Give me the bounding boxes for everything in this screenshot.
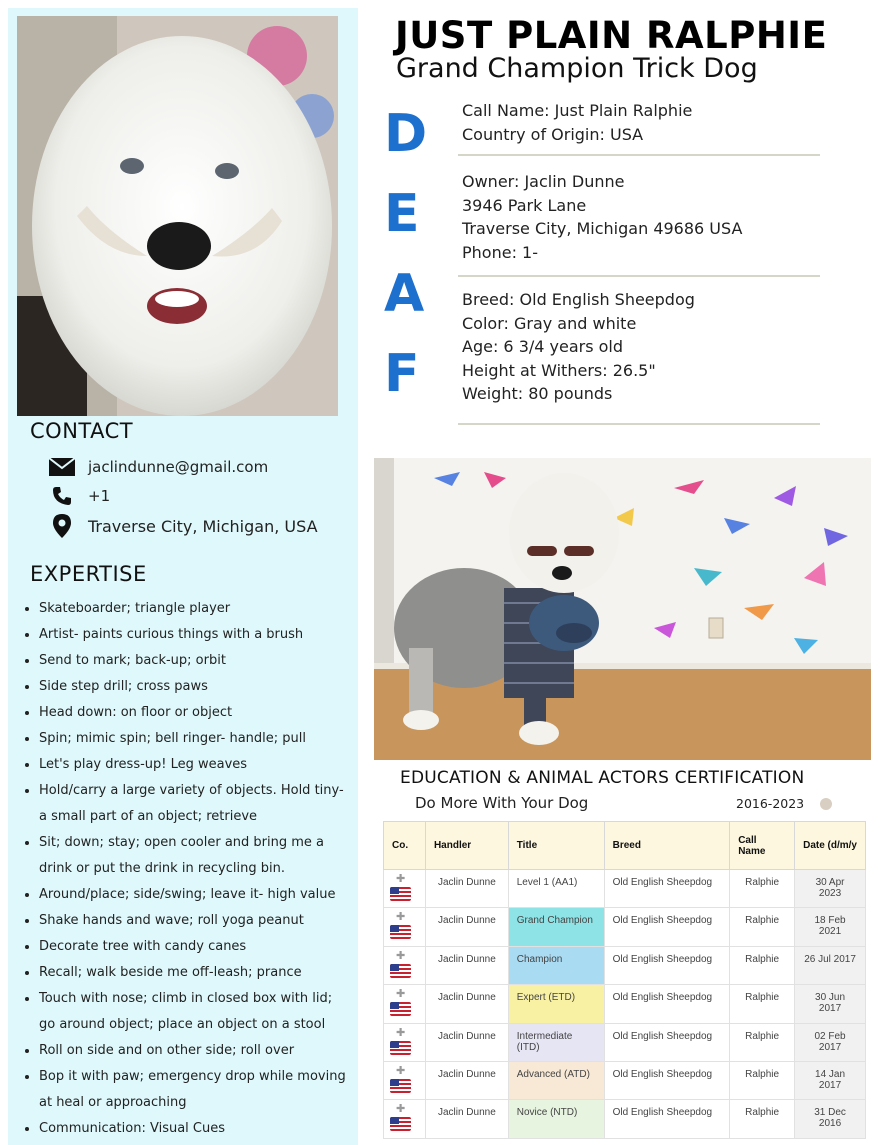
- date-cell: 31 Dec 2016: [795, 1100, 866, 1138]
- expertise-item: Recall; walk beside me off-leash; prance: [22, 960, 352, 986]
- owner-city: Traverse City, Michigan 49686 USA: [462, 219, 743, 238]
- us-flag-icon: [390, 1002, 411, 1016]
- identity-info: [462, 99, 692, 146]
- expertise-item: Spin; mimic spin; bell ringer- handle; pull: [22, 726, 352, 752]
- handler-cell: Jaclin Dunne: [425, 985, 508, 1023]
- expertise-item: Hold/carry a large variety of objects. Hold tiny- a small part of an object; retrieve: [22, 778, 352, 830]
- expertise-item: Artist- paints curious things with a brush: [22, 622, 352, 648]
- us-flag-icon: [390, 964, 411, 978]
- breed-cell: Old English Sheepdog: [604, 1023, 730, 1061]
- plus-icon[interactable]: ✚: [396, 949, 406, 962]
- us-flag-icon: [390, 925, 411, 939]
- contact-location: Traverse City, Michigan, USA: [88, 516, 318, 536]
- contact-phone-row: [48, 485, 110, 507]
- expertise-item: Sit; down; stay; open cooler and bring me a drink or put the drink in recycling bin.: [22, 830, 352, 882]
- contact-heading: CONTACT: [30, 419, 134, 443]
- contact-email-row: [48, 456, 268, 478]
- age: Age: 6 3/4 years old: [462, 337, 624, 356]
- country-cell: [384, 908, 426, 946]
- handler-cell: Jaclin Dunne: [425, 908, 508, 946]
- map-pin-icon: [48, 515, 76, 537]
- call-name-cell: Ralphie: [730, 908, 795, 946]
- us-flag-icon: [390, 1117, 411, 1131]
- left-column: [8, 8, 358, 1145]
- expertise-item: Decorate tree with candy canes: [22, 934, 352, 960]
- envelope-icon: [48, 456, 76, 478]
- title-cell: Novice (NTD): [508, 1100, 604, 1138]
- plus-icon[interactable]: ✚: [396, 873, 406, 885]
- education-years: 2016-2023: [736, 796, 805, 811]
- breed-cell: Old English Sheepdog: [604, 985, 730, 1023]
- column-header-handler[interactable]: Handler: [425, 822, 508, 870]
- plus-icon[interactable]: ✚: [396, 988, 406, 1001]
- owner-phone: Phone: 1-: [462, 242, 538, 262]
- call-name-cell: Ralphie: [730, 1100, 795, 1138]
- country-cell: [384, 1100, 426, 1138]
- expertise-item: Skateboarder; triangle player: [22, 596, 352, 622]
- dog-details: [462, 288, 695, 406]
- country-cell: [384, 985, 426, 1023]
- dog-subtitle: Grand Champion Trick Dog: [396, 53, 758, 84]
- column-header-date[interactable]: Date (d/m/y: [795, 822, 866, 870]
- dog-portrait-photo: [17, 16, 338, 416]
- color: Color: Gray and white: [462, 313, 637, 333]
- table-row[interactable]: [384, 1061, 866, 1099]
- call-name-cell: Ralphie: [730, 1061, 795, 1099]
- title-cell: Advanced (ATD): [508, 1061, 604, 1099]
- dog-dressed-up-photo: [374, 458, 871, 760]
- breed-cell: Old English Sheepdog: [604, 870, 730, 908]
- handler-cell: Jaclin Dunne: [425, 870, 508, 908]
- divider: [458, 154, 820, 156]
- date-cell: 30 Jun 2017: [795, 985, 866, 1023]
- column-header-co[interactable]: Co.: [384, 822, 426, 870]
- table-row[interactable]: [384, 985, 866, 1023]
- column-header-breed[interactable]: Breed: [604, 822, 730, 870]
- height: Height at Withers: 26.5": [462, 360, 656, 380]
- column-header-title[interactable]: Title: [508, 822, 604, 870]
- weight: Weight: 80 pounds: [462, 384, 613, 403]
- deaf-letter-f: F: [384, 344, 420, 404]
- date-cell: 26 Jul 2017: [795, 946, 866, 984]
- column-header-call-name[interactable]: Call Name: [730, 822, 795, 870]
- expertise-item: Around/place; side/swing; leave it- high value: [22, 882, 352, 908]
- us-flag-icon: [390, 1079, 411, 1093]
- country-of-origin: Country of Origin: USA: [462, 124, 644, 144]
- date-cell: 30 Apr 2023: [795, 870, 866, 908]
- breed-cell: Old English Sheepdog: [604, 946, 730, 984]
- date-cell: 02 Feb 2017: [795, 1023, 866, 1061]
- expertise-item: Touch with nose; climb in closed box with lid; go around object; place an object on a stool: [22, 986, 352, 1038]
- call-name-cell: Ralphie: [730, 1023, 795, 1061]
- breed-cell: Old English Sheepdog: [604, 1100, 730, 1138]
- owner-info: [462, 170, 742, 264]
- phone-icon: [48, 485, 76, 507]
- date-cell: 18 Feb 2021: [795, 908, 866, 946]
- title-cell: Expert (ETD): [508, 985, 604, 1023]
- expertise-list: [22, 596, 352, 1142]
- title-cell: Intermediate (ITD): [508, 1023, 604, 1061]
- us-flag-icon: [390, 1041, 411, 1055]
- divider: [458, 423, 820, 425]
- table-header-row: [384, 822, 866, 870]
- expertise-heading: EXPERTISE: [30, 562, 147, 586]
- title-cell: Champion: [508, 946, 604, 984]
- expertise-item: Shake hands and wave; roll yoga peanut: [22, 908, 352, 934]
- title-cell: Grand Champion: [508, 908, 604, 946]
- breed-cell: Old English Sheepdog: [604, 1061, 730, 1099]
- handler-cell: Jaclin Dunne: [425, 946, 508, 984]
- handler-cell: Jaclin Dunne: [425, 1023, 508, 1061]
- divider: [458, 275, 820, 277]
- dog-name-title: JUST PLAIN RALPHIE: [395, 14, 828, 57]
- expertise-item: Let's play dress-up! Leg weaves: [22, 752, 352, 778]
- plus-icon[interactable]: ✚: [396, 911, 406, 924]
- contact-email[interactable]: jaclindunne@gmail.com: [88, 458, 269, 476]
- table-row[interactable]: [384, 1100, 866, 1138]
- education-subtitle: Do More With Your Dog: [415, 794, 589, 812]
- handler-cell: Jaclin Dunne: [425, 1061, 508, 1099]
- expertise-item: Head down: on floor or object: [22, 700, 352, 726]
- deaf-letter-e: E: [384, 184, 420, 244]
- contact-location-row: [48, 515, 318, 537]
- table-row[interactable]: [384, 870, 866, 908]
- date-cell: 14 Jan 2017: [795, 1061, 866, 1099]
- breed-cell: Old English Sheepdog: [604, 908, 730, 946]
- deaf-letter-a: A: [384, 264, 425, 324]
- owner-name: Owner: Jaclin Dunne: [462, 172, 625, 191]
- us-flag-icon: [390, 887, 411, 901]
- certification-table: [383, 821, 866, 1139]
- decorative-dot: [820, 798, 832, 810]
- breed: Breed: Old English Sheepdog: [462, 290, 695, 309]
- expertise-item: Bop it with paw; emergency drop while moving at heal or approaching: [22, 1064, 352, 1116]
- expertise-item: Roll on side and on other side; roll over: [22, 1038, 352, 1064]
- table-row[interactable]: [384, 1023, 866, 1061]
- plus-icon[interactable]: ✚: [396, 1064, 406, 1077]
- owner-street: 3946 Park Lane: [462, 195, 587, 215]
- table-row[interactable]: [384, 946, 866, 984]
- call-name: Call Name: Just Plain Ralphie: [462, 101, 693, 120]
- call-name-cell: Ralphie: [730, 870, 795, 908]
- contact-phone[interactable]: +1: [88, 487, 111, 505]
- country-cell: [384, 1023, 426, 1061]
- expertise-item: Side step drill; cross paws: [22, 674, 352, 700]
- expertise-item: Send to mark; back-up; orbit: [22, 648, 352, 674]
- country-cell: [384, 946, 426, 984]
- plus-icon[interactable]: ✚: [396, 1103, 406, 1116]
- handler-cell: Jaclin Dunne: [425, 1100, 508, 1138]
- expertise-item: Communication: Visual Cues: [22, 1116, 352, 1142]
- country-cell: [384, 870, 426, 908]
- deaf-letter-d: D: [384, 104, 428, 164]
- education-title: EDUCATION & ANIMAL ACTORS CERTIFICATION: [400, 768, 805, 788]
- table-row[interactable]: [384, 908, 866, 946]
- country-cell: [384, 1061, 426, 1099]
- plus-icon[interactable]: ✚: [396, 1026, 406, 1039]
- call-name-cell: Ralphie: [730, 946, 795, 984]
- title-cell: Level 1 (AA1): [508, 870, 604, 908]
- call-name-cell: Ralphie: [730, 985, 795, 1023]
